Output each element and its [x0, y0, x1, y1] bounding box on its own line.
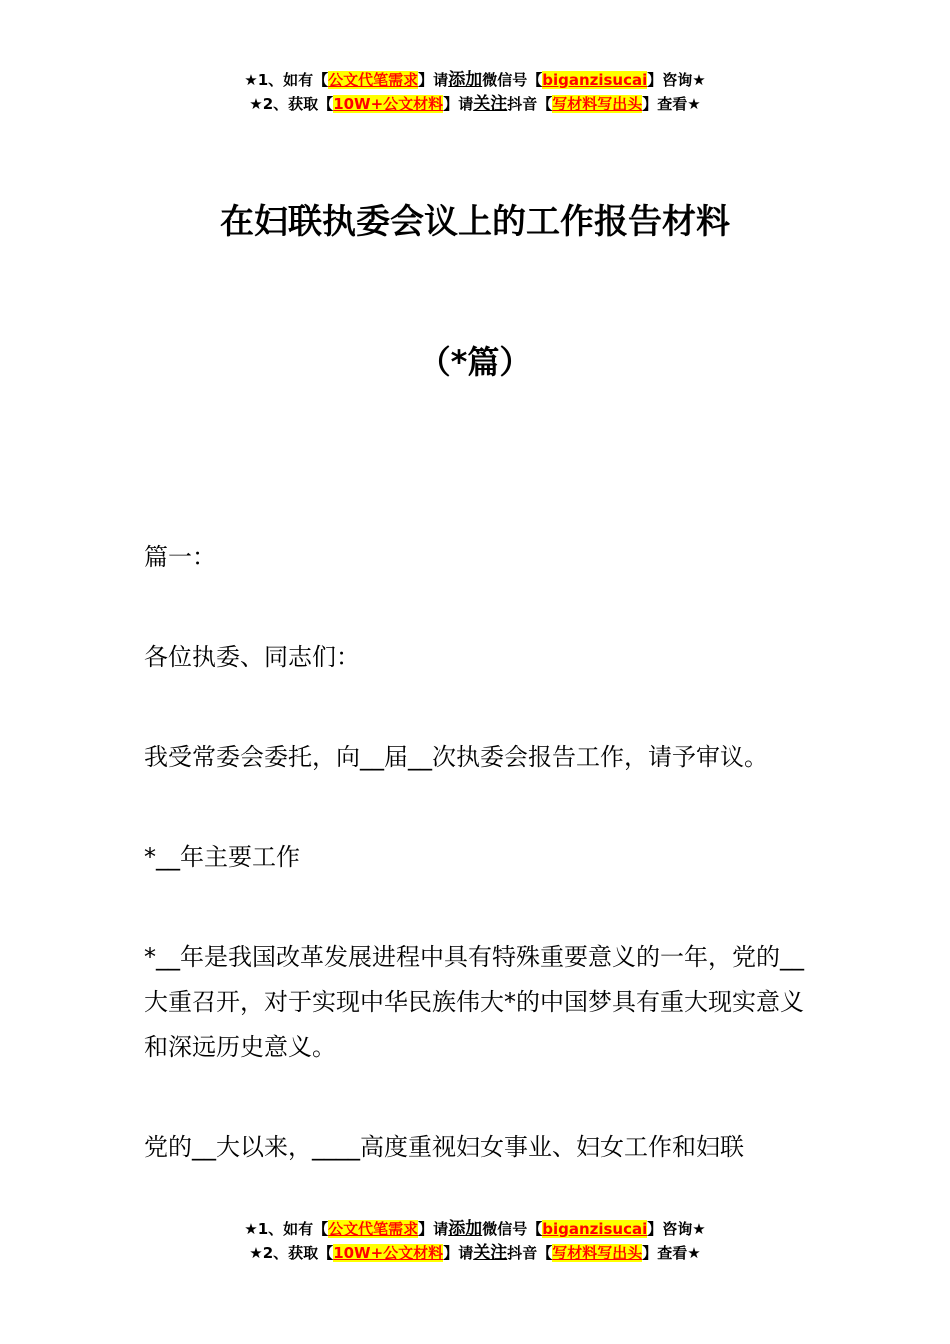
promo-text: 微信号【 [482, 1220, 543, 1238]
promo-highlight: 公文代笔需求 [328, 1220, 419, 1238]
subsection-heading: *__年主要工作 [144, 843, 300, 871]
footer-promo-banner [0, 1217, 950, 1265]
promo-line-2 [0, 92, 950, 116]
promo-line-1 [0, 1217, 950, 1241]
section-heading: 篇一： [144, 543, 216, 571]
promo-text: 】请 [418, 71, 449, 89]
promo-text: 】请 [443, 1244, 474, 1262]
promo-text: 】查看★ [642, 95, 701, 113]
promo-highlight: 写材料写出头 [552, 1244, 643, 1262]
promo-text: 微信号【 [482, 71, 543, 89]
promo-emphasis: 添加 [448, 70, 483, 90]
promo-emphasis: 关注 [473, 94, 508, 114]
promo-highlight: 写材料写出头 [552, 95, 643, 113]
promo-line-1 [0, 68, 950, 92]
body-paragraph: *__年是我国改革发展进程中具有特殊重要意义的一年，党的__大重召开，对于实现中华民族伟大*的中国梦具有重大现实意义和深远历史意义。 [144, 943, 804, 1061]
body-paragraph: 党的__大以来，____高度重视妇女事业、妇女工作和妇联 [144, 1133, 744, 1161]
promo-text: ★2、获取【 [249, 95, 334, 113]
promo-text: 抖音【 [507, 1244, 553, 1262]
promo-line-2 [0, 1241, 950, 1265]
promo-wechat-id: biganzisucai [542, 1220, 648, 1238]
document-body [144, 535, 814, 1170]
promo-highlight: 10W+公文材料 [333, 95, 444, 113]
promo-highlight: 公文代笔需求 [328, 71, 419, 89]
promo-text: ★1、如有【 [244, 71, 329, 89]
body-paragraph: 我受常委会委托，向__届__次执委会报告工作，请予审议。 [144, 743, 768, 771]
promo-emphasis: 关注 [473, 1243, 508, 1263]
promo-text: 】咨询★ [647, 1220, 706, 1238]
promo-text: 】查看★ [642, 1244, 701, 1262]
document-title: 在妇联执委会议上的工作报告材料 [220, 202, 730, 242]
promo-text: ★1、如有【 [244, 1220, 329, 1238]
promo-text: ★2、获取【 [249, 1244, 334, 1262]
salutation: 各位执委、同志们： [144, 643, 360, 671]
promo-text: 抖音【 [507, 95, 553, 113]
promo-highlight: 10W+公文材料 [333, 1244, 444, 1262]
promo-text: 】请 [418, 1220, 449, 1238]
promo-wechat-id: biganzisucai [542, 71, 648, 89]
header-promo-banner [0, 68, 950, 116]
promo-emphasis: 添加 [448, 1219, 483, 1239]
promo-text: 】请 [443, 95, 474, 113]
document-subtitle: （*篇） [418, 343, 532, 381]
promo-text: 】咨询★ [647, 71, 706, 89]
